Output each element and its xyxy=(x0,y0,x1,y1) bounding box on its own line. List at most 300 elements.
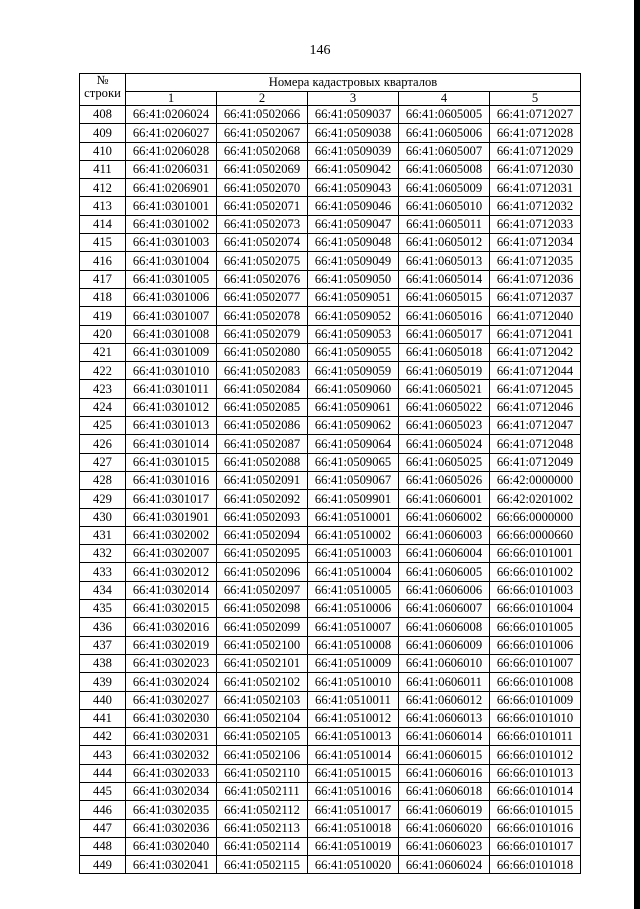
cadastral-number-cell: 66:41:0502079 xyxy=(217,325,308,343)
cadastral-number-cell: 66:41:0502084 xyxy=(217,380,308,398)
row-number-cell: 412 xyxy=(80,179,126,197)
column-number-row xyxy=(80,92,581,106)
row-number-cell: 427 xyxy=(80,453,126,471)
row-number-cell: 443 xyxy=(80,746,126,764)
cadastral-number-cell: 66:41:0509039 xyxy=(308,142,399,160)
cadastral-number-cell: 66:41:0509046 xyxy=(308,197,399,215)
cadastral-number-cell: 66:41:0502067 xyxy=(217,124,308,142)
cadastral-number-cell: 66:66:0101008 xyxy=(490,673,581,691)
cadastral-number-cell: 66:66:0101011 xyxy=(490,728,581,746)
table-row xyxy=(80,837,581,855)
table-row xyxy=(80,471,581,489)
cadastral-number-cell: 66:41:0712041 xyxy=(490,325,581,343)
cadastral-number-cell: 66:41:0502086 xyxy=(217,417,308,435)
cadastral-number-cell: 66:41:0509047 xyxy=(308,215,399,233)
cadastral-number-cell: 66:66:0000660 xyxy=(490,526,581,544)
cadastral-number-cell: 66:41:0605019 xyxy=(399,362,490,380)
cadastral-number-cell: 66:66:0101001 xyxy=(490,545,581,563)
cadastral-number-cell: 66:41:0502096 xyxy=(217,563,308,581)
table-row xyxy=(80,508,581,526)
cadastral-number-cell: 66:41:0605022 xyxy=(399,398,490,416)
table-row xyxy=(80,856,581,874)
row-number-cell: 445 xyxy=(80,782,126,800)
row-number-cell: 419 xyxy=(80,307,126,325)
cadastral-number-cell: 66:41:0606012 xyxy=(399,691,490,709)
cadastral-number-cell: 66:41:0502115 xyxy=(217,856,308,874)
cadastral-number-cell: 66:41:0605012 xyxy=(399,234,490,252)
row-number-cell: 424 xyxy=(80,398,126,416)
cadastral-number-cell: 66:41:0712046 xyxy=(490,398,581,416)
cadastral-number-cell: 66:41:0509061 xyxy=(308,398,399,416)
cadastral-number-cell: 66:41:0509043 xyxy=(308,179,399,197)
cadastral-number-cell: 66:41:0509038 xyxy=(308,124,399,142)
cadastral-number-cell: 66:41:0502104 xyxy=(217,709,308,727)
cadastral-number-cell: 66:41:0502110 xyxy=(217,764,308,782)
cadastral-number-cell: 66:41:0509037 xyxy=(308,106,399,124)
row-number-cell: 444 xyxy=(80,764,126,782)
cadastral-number-cell: 66:41:0502099 xyxy=(217,618,308,636)
table-row xyxy=(80,398,581,416)
cadastral-number-cell: 66:41:0302030 xyxy=(126,709,217,727)
scan-edge-shadow xyxy=(634,0,640,909)
cadastral-number-cell: 66:41:0509062 xyxy=(308,417,399,435)
row-number-header-symbol: № xyxy=(96,73,109,87)
cadastral-number-cell: 66:41:0605005 xyxy=(399,106,490,124)
cadastral-number-cell: 66:41:0605013 xyxy=(399,252,490,270)
cadastral-table xyxy=(79,73,581,874)
table-row xyxy=(80,728,581,746)
cadastral-number-cell: 66:42:0201002 xyxy=(490,490,581,508)
cadastral-number-cell: 66:41:0606016 xyxy=(399,764,490,782)
cadastral-number-cell: 66:41:0302016 xyxy=(126,618,217,636)
cadastral-number-cell: 66:41:0510002 xyxy=(308,526,399,544)
cadastral-number-cell: 66:41:0510007 xyxy=(308,618,399,636)
cadastral-number-cell: 66:41:0510012 xyxy=(308,709,399,727)
cadastral-number-cell: 66:41:0301016 xyxy=(126,471,217,489)
cadastral-number-cell: 66:41:0606024 xyxy=(399,856,490,874)
cadastral-number-cell: 66:66:0101004 xyxy=(490,600,581,618)
table-row xyxy=(80,819,581,837)
cadastral-number-cell: 66:66:0101003 xyxy=(490,581,581,599)
table-row xyxy=(80,325,581,343)
cadastral-number-cell: 66:41:0502112 xyxy=(217,801,308,819)
table-row xyxy=(80,417,581,435)
row-number-cell: 413 xyxy=(80,197,126,215)
cadastral-number-cell: 66:41:0606010 xyxy=(399,654,490,672)
row-number-cell: 442 xyxy=(80,728,126,746)
cadastral-number-cell: 66:41:0712027 xyxy=(490,106,581,124)
table-row xyxy=(80,691,581,709)
cadastral-number-cell: 66:41:0302032 xyxy=(126,746,217,764)
cadastral-number-cell: 66:41:0605015 xyxy=(399,288,490,306)
table-row xyxy=(80,782,581,800)
cadastral-number-cell: 66:41:0301017 xyxy=(126,490,217,508)
cadastral-number-cell: 66:41:0509059 xyxy=(308,362,399,380)
table-row xyxy=(80,160,581,178)
cadastral-number-cell: 66:41:0605021 xyxy=(399,380,490,398)
table-row xyxy=(80,288,581,306)
table-row xyxy=(80,435,581,453)
cadastral-number-cell: 66:41:0509060 xyxy=(308,380,399,398)
cadastral-number-cell: 66:41:0605010 xyxy=(399,197,490,215)
row-number-cell: 423 xyxy=(80,380,126,398)
cadastral-number-cell: 66:41:0605006 xyxy=(399,124,490,142)
cadastral-number-cell: 66:41:0712049 xyxy=(490,453,581,471)
cadastral-number-cell: 66:41:0301009 xyxy=(126,343,217,361)
table-row xyxy=(80,654,581,672)
cadastral-number-cell: 66:41:0606013 xyxy=(399,709,490,727)
cadastral-number-cell: 66:41:0605026 xyxy=(399,471,490,489)
cadastral-number-cell: 66:66:0101002 xyxy=(490,563,581,581)
cadastral-number-cell: 66:41:0302007 xyxy=(126,545,217,563)
cadastral-number-cell: 66:41:0509042 xyxy=(308,160,399,178)
cadastral-number-cell: 66:41:0510005 xyxy=(308,581,399,599)
cadastral-number-cell: 66:41:0510020 xyxy=(308,856,399,874)
cadastral-number-cell: 66:41:0510018 xyxy=(308,819,399,837)
cadastral-number-cell: 66:41:0502071 xyxy=(217,197,308,215)
cadastral-number-cell: 66:41:0502073 xyxy=(217,215,308,233)
cadastral-number-cell: 66:41:0712042 xyxy=(490,343,581,361)
cadastral-number-cell: 66:41:0606015 xyxy=(399,746,490,764)
cadastral-number-cell: 66:41:0302024 xyxy=(126,673,217,691)
cadastral-number-cell: 66:41:0605014 xyxy=(399,270,490,288)
row-number-cell: 435 xyxy=(80,600,126,618)
table-row xyxy=(80,600,581,618)
table-row xyxy=(80,106,581,124)
cadastral-number-cell: 66:41:0502092 xyxy=(217,490,308,508)
row-number-cell: 420 xyxy=(80,325,126,343)
cadastral-number-cell: 66:41:0502097 xyxy=(217,581,308,599)
row-number-cell: 441 xyxy=(80,709,126,727)
row-number-cell: 416 xyxy=(80,252,126,270)
cadastral-number-cell: 66:41:0712037 xyxy=(490,288,581,306)
cadastral-number-cell: 66:41:0301015 xyxy=(126,453,217,471)
row-number-cell: 418 xyxy=(80,288,126,306)
cadastral-number-cell: 66:41:0502068 xyxy=(217,142,308,160)
table-row xyxy=(80,563,581,581)
cadastral-number-cell: 66:41:0502074 xyxy=(217,234,308,252)
cadastral-number-cell: 66:41:0606020 xyxy=(399,819,490,837)
table-row xyxy=(80,764,581,782)
table-row xyxy=(80,307,581,325)
cadastral-number-cell: 66:41:0502114 xyxy=(217,837,308,855)
row-number-cell: 414 xyxy=(80,215,126,233)
table-row xyxy=(80,270,581,288)
cadastral-number-cell: 66:41:0302012 xyxy=(126,563,217,581)
cadastral-number-cell: 66:41:0502069 xyxy=(217,160,308,178)
cadastral-number-cell: 66:41:0606001 xyxy=(399,490,490,508)
table-row xyxy=(80,197,581,215)
column-number: 3 xyxy=(308,92,399,106)
cadastral-number-cell: 66:41:0502095 xyxy=(217,545,308,563)
cadastral-number-cell: 66:66:0101010 xyxy=(490,709,581,727)
cadastral-number-cell: 66:41:0502088 xyxy=(217,453,308,471)
cadastral-number-cell: 66:41:0502087 xyxy=(217,435,308,453)
row-number-cell: 446 xyxy=(80,801,126,819)
cadastral-number-cell: 66:41:0502085 xyxy=(217,398,308,416)
cadastral-number-cell: 66:42:0000000 xyxy=(490,471,581,489)
cadastral-number-cell: 66:41:0502105 xyxy=(217,728,308,746)
cadastral-number-cell: 66:41:0712047 xyxy=(490,417,581,435)
cadastral-number-cell: 66:41:0502102 xyxy=(217,673,308,691)
table-row xyxy=(80,490,581,508)
row-number-cell: 417 xyxy=(80,270,126,288)
cadastral-number-cell: 66:41:0302023 xyxy=(126,654,217,672)
cadastral-number-cell: 66:41:0605016 xyxy=(399,307,490,325)
cadastral-number-cell: 66:41:0509051 xyxy=(308,288,399,306)
cadastral-number-cell: 66:41:0606003 xyxy=(399,526,490,544)
table-row xyxy=(80,673,581,691)
cadastral-number-cell: 66:66:0101015 xyxy=(490,801,581,819)
cadastral-number-cell: 66:41:0301001 xyxy=(126,197,217,215)
row-number-cell: 436 xyxy=(80,618,126,636)
cadastral-number-cell: 66:41:0301004 xyxy=(126,252,217,270)
cadastral-number-cell: 66:41:0502101 xyxy=(217,654,308,672)
cadastral-number-cell: 66:41:0509055 xyxy=(308,343,399,361)
cadastral-number-cell: 66:41:0302040 xyxy=(126,837,217,855)
row-number-cell: 429 xyxy=(80,490,126,508)
cadastral-number-cell: 66:41:0606006 xyxy=(399,581,490,599)
cadastral-number-cell: 66:41:0606008 xyxy=(399,618,490,636)
cadastral-number-cell: 66:41:0510009 xyxy=(308,654,399,672)
table-row xyxy=(80,124,581,142)
cadastral-number-cell: 66:41:0502077 xyxy=(217,288,308,306)
cadastral-number-cell: 66:41:0301013 xyxy=(126,417,217,435)
cadastral-number-cell: 66:41:0605025 xyxy=(399,453,490,471)
row-number-cell: 422 xyxy=(80,362,126,380)
cadastral-number-cell: 66:41:0302027 xyxy=(126,691,217,709)
row-number-cell: 430 xyxy=(80,508,126,526)
row-number-cell: 437 xyxy=(80,636,126,654)
cadastral-number-cell: 66:41:0712030 xyxy=(490,160,581,178)
table-row xyxy=(80,215,581,233)
cadastral-number-cell: 66:41:0712031 xyxy=(490,179,581,197)
cadastral-number-cell: 66:41:0301005 xyxy=(126,270,217,288)
cadastral-number-cell: 66:41:0509048 xyxy=(308,234,399,252)
cadastral-number-cell: 66:66:0101007 xyxy=(490,654,581,672)
cadastral-number-cell: 66:41:0502111 xyxy=(217,782,308,800)
table-row xyxy=(80,636,581,654)
cadastral-number-cell: 66:66:0101005 xyxy=(490,618,581,636)
cadastral-number-cell: 66:66:0101017 xyxy=(490,837,581,855)
row-number-cell: 425 xyxy=(80,417,126,435)
cadastral-number-cell: 66:41:0510001 xyxy=(308,508,399,526)
table-row xyxy=(80,581,581,599)
row-number-cell: 408 xyxy=(80,106,126,124)
cadastral-number-cell: 66:41:0206031 xyxy=(126,160,217,178)
cadastral-number-cell: 66:41:0712036 xyxy=(490,270,581,288)
cadastral-number-cell: 66:41:0712040 xyxy=(490,307,581,325)
cadastral-number-cell: 66:41:0606005 xyxy=(399,563,490,581)
row-number-cell: 440 xyxy=(80,691,126,709)
cadastral-number-cell: 66:41:0301003 xyxy=(126,234,217,252)
cadastral-number-cell: 66:41:0301002 xyxy=(126,215,217,233)
cadastral-number-cell: 66:41:0302015 xyxy=(126,600,217,618)
cadastral-number-cell: 66:41:0510011 xyxy=(308,691,399,709)
cadastral-number-cell: 66:41:0605017 xyxy=(399,325,490,343)
row-number-cell: 415 xyxy=(80,234,126,252)
cadastral-number-cell: 66:41:0502070 xyxy=(217,179,308,197)
cadastral-number-cell: 66:41:0302002 xyxy=(126,526,217,544)
column-number: 1 xyxy=(126,92,217,106)
cadastral-number-cell: 66:41:0302019 xyxy=(126,636,217,654)
cadastral-number-cell: 66:41:0712048 xyxy=(490,435,581,453)
cadastral-number-cell: 66:41:0302034 xyxy=(126,782,217,800)
cadastral-number-cell: 66:41:0301901 xyxy=(126,508,217,526)
cadastral-number-cell: 66:41:0510014 xyxy=(308,746,399,764)
cadastral-number-cell: 66:41:0301008 xyxy=(126,325,217,343)
cadastral-number-cell: 66:41:0605024 xyxy=(399,435,490,453)
cadastral-number-cell: 66:41:0510003 xyxy=(308,545,399,563)
cadastral-number-cell: 66:41:0502098 xyxy=(217,600,308,618)
table-body xyxy=(80,106,581,874)
table-row xyxy=(80,801,581,819)
cadastral-number-cell: 66:41:0606014 xyxy=(399,728,490,746)
cadastral-number-cell: 66:41:0712028 xyxy=(490,124,581,142)
cadastral-number-cell: 66:41:0301012 xyxy=(126,398,217,416)
cadastral-number-cell: 66:41:0605007 xyxy=(399,142,490,160)
row-number-cell: 432 xyxy=(80,545,126,563)
cadastral-number-cell: 66:41:0606009 xyxy=(399,636,490,654)
row-number-cell: 448 xyxy=(80,837,126,855)
table-row xyxy=(80,362,581,380)
table-row xyxy=(80,526,581,544)
cadastral-number-cell: 66:41:0605009 xyxy=(399,179,490,197)
cadastral-number-cell: 66:41:0606004 xyxy=(399,545,490,563)
cadastral-number-cell: 66:41:0606023 xyxy=(399,837,490,855)
table-row xyxy=(80,709,581,727)
column-number: 2 xyxy=(217,92,308,106)
row-number-cell: 409 xyxy=(80,124,126,142)
column-number: 4 xyxy=(399,92,490,106)
cadastral-number-cell: 66:41:0502113 xyxy=(217,819,308,837)
table-row xyxy=(80,343,581,361)
row-number-cell: 439 xyxy=(80,673,126,691)
cadastral-number-cell: 66:41:0502076 xyxy=(217,270,308,288)
cadastral-number-cell: 66:41:0605023 xyxy=(399,417,490,435)
cadastral-number-cell: 66:41:0502100 xyxy=(217,636,308,654)
cadastral-number-cell: 66:41:0510016 xyxy=(308,782,399,800)
cadastral-number-cell: 66:41:0301010 xyxy=(126,362,217,380)
cadastral-number-cell: 66:41:0509053 xyxy=(308,325,399,343)
row-number-cell: 449 xyxy=(80,856,126,874)
cadastral-number-cell: 66:41:0606002 xyxy=(399,508,490,526)
cadastral-number-cell: 66:66:0101009 xyxy=(490,691,581,709)
cadastral-number-cell: 66:41:0509064 xyxy=(308,435,399,453)
row-number-cell: 447 xyxy=(80,819,126,837)
cadastral-number-cell: 66:66:0101016 xyxy=(490,819,581,837)
cadastral-number-cell: 66:41:0712044 xyxy=(490,362,581,380)
table-row xyxy=(80,380,581,398)
cadastral-number-cell: 66:66:0101013 xyxy=(490,764,581,782)
cadastral-number-cell: 66:66:0101014 xyxy=(490,782,581,800)
row-number-cell: 431 xyxy=(80,526,126,544)
page-number: 146 xyxy=(309,43,331,58)
row-number-cell: 426 xyxy=(80,435,126,453)
cadastral-number-cell: 66:41:0302041 xyxy=(126,856,217,874)
table-row xyxy=(80,252,581,270)
table-row xyxy=(80,179,581,197)
row-number-cell: 438 xyxy=(80,654,126,672)
cadastral-number-cell: 66:41:0509052 xyxy=(308,307,399,325)
cadastral-number-cell: 66:41:0712045 xyxy=(490,380,581,398)
group-header: Номера кадастровых кварталов xyxy=(126,74,581,92)
cadastral-number-cell: 66:41:0502075 xyxy=(217,252,308,270)
cadastral-number-cell: 66:41:0510013 xyxy=(308,728,399,746)
row-number-cell: 434 xyxy=(80,581,126,599)
cadastral-number-cell: 66:41:0605018 xyxy=(399,343,490,361)
cadastral-number-cell: 66:41:0509065 xyxy=(308,453,399,471)
column-number: 5 xyxy=(490,92,581,106)
cadastral-number-cell: 66:41:0206901 xyxy=(126,179,217,197)
cadastral-number-cell: 66:41:0502078 xyxy=(217,307,308,325)
cadastral-number-cell: 66:66:0101006 xyxy=(490,636,581,654)
cadastral-number-cell: 66:41:0606018 xyxy=(399,782,490,800)
cadastral-number-cell: 66:41:0302036 xyxy=(126,819,217,837)
cadastral-number-cell: 66:41:0302014 xyxy=(126,581,217,599)
cadastral-number-cell: 66:41:0712035 xyxy=(490,252,581,270)
row-number-cell: 411 xyxy=(80,160,126,178)
table-row xyxy=(80,545,581,563)
table-header-row xyxy=(80,74,581,92)
cadastral-number-cell: 66:41:0712032 xyxy=(490,197,581,215)
cadastral-number-cell: 66:41:0509049 xyxy=(308,252,399,270)
cadastral-number-cell: 66:66:0101018 xyxy=(490,856,581,874)
row-number-cell: 421 xyxy=(80,343,126,361)
cadastral-number-cell: 66:41:0510004 xyxy=(308,563,399,581)
cadastral-number-cell: 66:41:0712033 xyxy=(490,215,581,233)
cadastral-number-cell: 66:41:0206027 xyxy=(126,124,217,142)
cadastral-number-cell: 66:41:0302033 xyxy=(126,764,217,782)
cadastral-number-cell: 66:41:0606011 xyxy=(399,673,490,691)
table-row xyxy=(80,453,581,471)
table-row xyxy=(80,234,581,252)
cadastral-number-cell: 66:41:0510008 xyxy=(308,636,399,654)
cadastral-number-cell: 66:66:0000000 xyxy=(490,508,581,526)
row-number-header-label: строки xyxy=(84,85,121,100)
cadastral-number-cell: 66:41:0509901 xyxy=(308,490,399,508)
cadastral-number-cell: 66:41:0502080 xyxy=(217,343,308,361)
cadastral-number-cell: 66:41:0510017 xyxy=(308,801,399,819)
cadastral-number-cell: 66:41:0510006 xyxy=(308,600,399,618)
table-row xyxy=(80,618,581,636)
row-number-cell: 428 xyxy=(80,471,126,489)
table-row xyxy=(80,142,581,160)
cadastral-number-cell: 66:41:0605008 xyxy=(399,160,490,178)
table-row xyxy=(80,746,581,764)
row-number-header xyxy=(80,74,126,106)
cadastral-number-cell: 66:41:0502066 xyxy=(217,106,308,124)
cadastral-number-cell: 66:41:0302031 xyxy=(126,728,217,746)
cadastral-number-cell: 66:41:0509050 xyxy=(308,270,399,288)
cadastral-number-cell: 66:41:0301007 xyxy=(126,307,217,325)
cadastral-number-cell: 66:41:0712029 xyxy=(490,142,581,160)
cadastral-number-cell: 66:41:0301011 xyxy=(126,380,217,398)
row-number-cell: 410 xyxy=(80,142,126,160)
cadastral-number-cell: 66:41:0206028 xyxy=(126,142,217,160)
row-number-cell: 433 xyxy=(80,563,126,581)
cadastral-number-cell: 66:41:0502103 xyxy=(217,691,308,709)
cadastral-number-cell: 66:41:0502093 xyxy=(217,508,308,526)
cadastral-number-cell: 66:41:0510015 xyxy=(308,764,399,782)
cadastral-number-cell: 66:41:0302035 xyxy=(126,801,217,819)
cadastral-number-cell: 66:41:0502083 xyxy=(217,362,308,380)
cadastral-number-cell: 66:41:0301014 xyxy=(126,435,217,453)
cadastral-number-cell: 66:41:0502091 xyxy=(217,471,308,489)
cadastral-number-cell: 66:41:0502106 xyxy=(217,746,308,764)
cadastral-number-cell: 66:41:0510019 xyxy=(308,837,399,855)
cadastral-number-cell: 66:41:0510010 xyxy=(308,673,399,691)
